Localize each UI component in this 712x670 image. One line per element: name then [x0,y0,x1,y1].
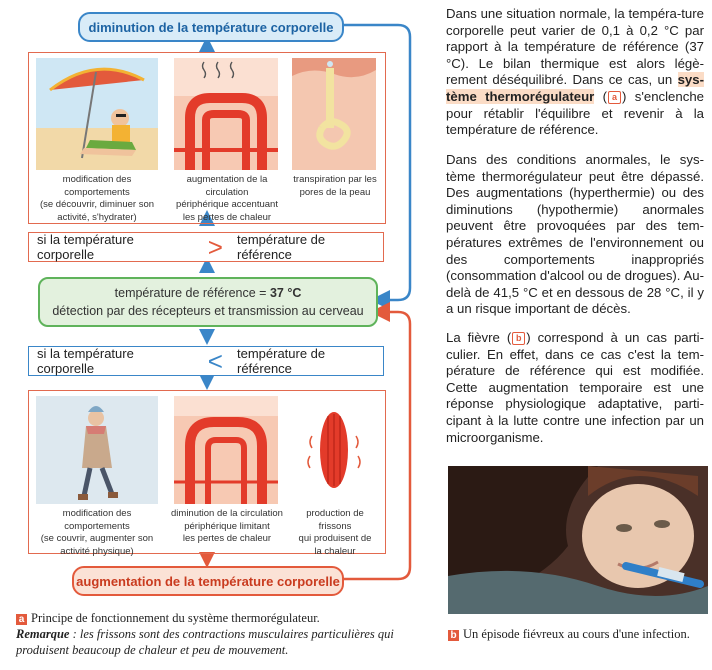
reference-temperature-box [38,277,378,327]
lower-caption-behaviour: modification des comportements (se couvrir, augmenter son activité physique) [40,508,154,557]
ref-badge-b: b [512,332,525,345]
lower-caption-circulation: diminution de la circulation périphérique limitant les pertes de chaleur [171,508,283,544]
condition-below-reference [28,346,384,376]
remark-text: : les frissons sont des contractions musculaires particulières qui produisent beaucoup de chaleur et peu de mouvement. [16,627,394,657]
vasoconstriction-image [174,396,278,504]
figure-a-title: Principe de fonctionnement du système thermorégulateur. [31,611,320,625]
muscle-image [292,396,376,504]
paragraph-fever: La fièvre ( b ) correspond à un cas parti-culier. En effet, dans ce cas c'est la tem-pérature de référence qui est modifiée. Cette augmentation temporaire est une réponse physiologique adaptative, parti-cipant à la lutte contre une infection par un microorganisme. [446,330,704,445]
figure-a-letter: a [16,614,27,625]
condition-above-reference [28,232,384,262]
upper-caption-sweat: transpiration par les pores de la peau [293,174,377,198]
cond-upper-right: température de référence [236,232,326,262]
thermoregulation-highlight: sys-tème thermorégulateur [446,72,704,104]
reference-line-2: détection par des récepteurs et transmission au cerveau [52,304,364,318]
beach-person-image [36,58,158,170]
increase-temperature-pill: augmentation de la température corporelle [72,566,344,596]
cond-upper-left: si la température corporelle [37,232,134,262]
paragraph-abnormal-conditions: Dans des conditions anormales, le sys-tème thermorégulateur peut être dépassé. Des augmentations (hyperthermie) ou des diminutions (hypothermie) anormales peuvent être provoquées par des tem-pératures extrêmes de l'environnement ou des comportements inappropriés (consommation d'alcool ou de drogues). Au-delà de 41,5 °C et en dessous de 28 °C, il y a un risque important de décès. [446,152,704,317]
upper-caption-behaviour: modification des comportements (se découvrir, diminuer son activité, s'hydrater) [39,174,155,223]
ref-badge-a: a [608,91,621,104]
figure-b-letter: b [448,630,459,641]
sweat-pore-image [292,58,376,170]
lower-caption-shivering: production de frissons qui produisent de la chaleur [298,508,372,557]
winter-walker-image [36,396,158,504]
cond-lower-right: température de référence [236,346,326,376]
figure-a-caption [16,610,426,658]
fever-child-photo [448,466,708,614]
less-than-symbol: < [207,346,223,376]
paragraph-normal-situation: Dans une situation normale, la tempéra-ture corporelle peut varier de 0,1 à 0,2 °C par rapport à la température de référence (37 °C). Le bilan thermique est alors légè-rement déséquilibré. Dans ce cas, un sys-tème thermorégulateur ( a ) s'enclenche pour rétablir l'équilibre et revenir à la température de référence. [446,6,704,138]
upper-caption-circulation: augmentation de la circulation périphérique accentuant les pertes de chaleur [176,174,278,223]
decrease-temperature-pill: diminution de la température corporelle [78,12,344,42]
figure-b-text: Un épisode fiévreux au cours d'une infection. [463,627,690,641]
cond-lower-left: si la température corporelle [37,346,134,376]
reference-line-1: température de référence = 37 °C [114,286,302,300]
vasodilation-image [174,58,278,170]
figure-b-caption [448,626,708,642]
remark-label: Remarque [16,627,70,641]
greater-than-symbol: > [207,232,223,262]
